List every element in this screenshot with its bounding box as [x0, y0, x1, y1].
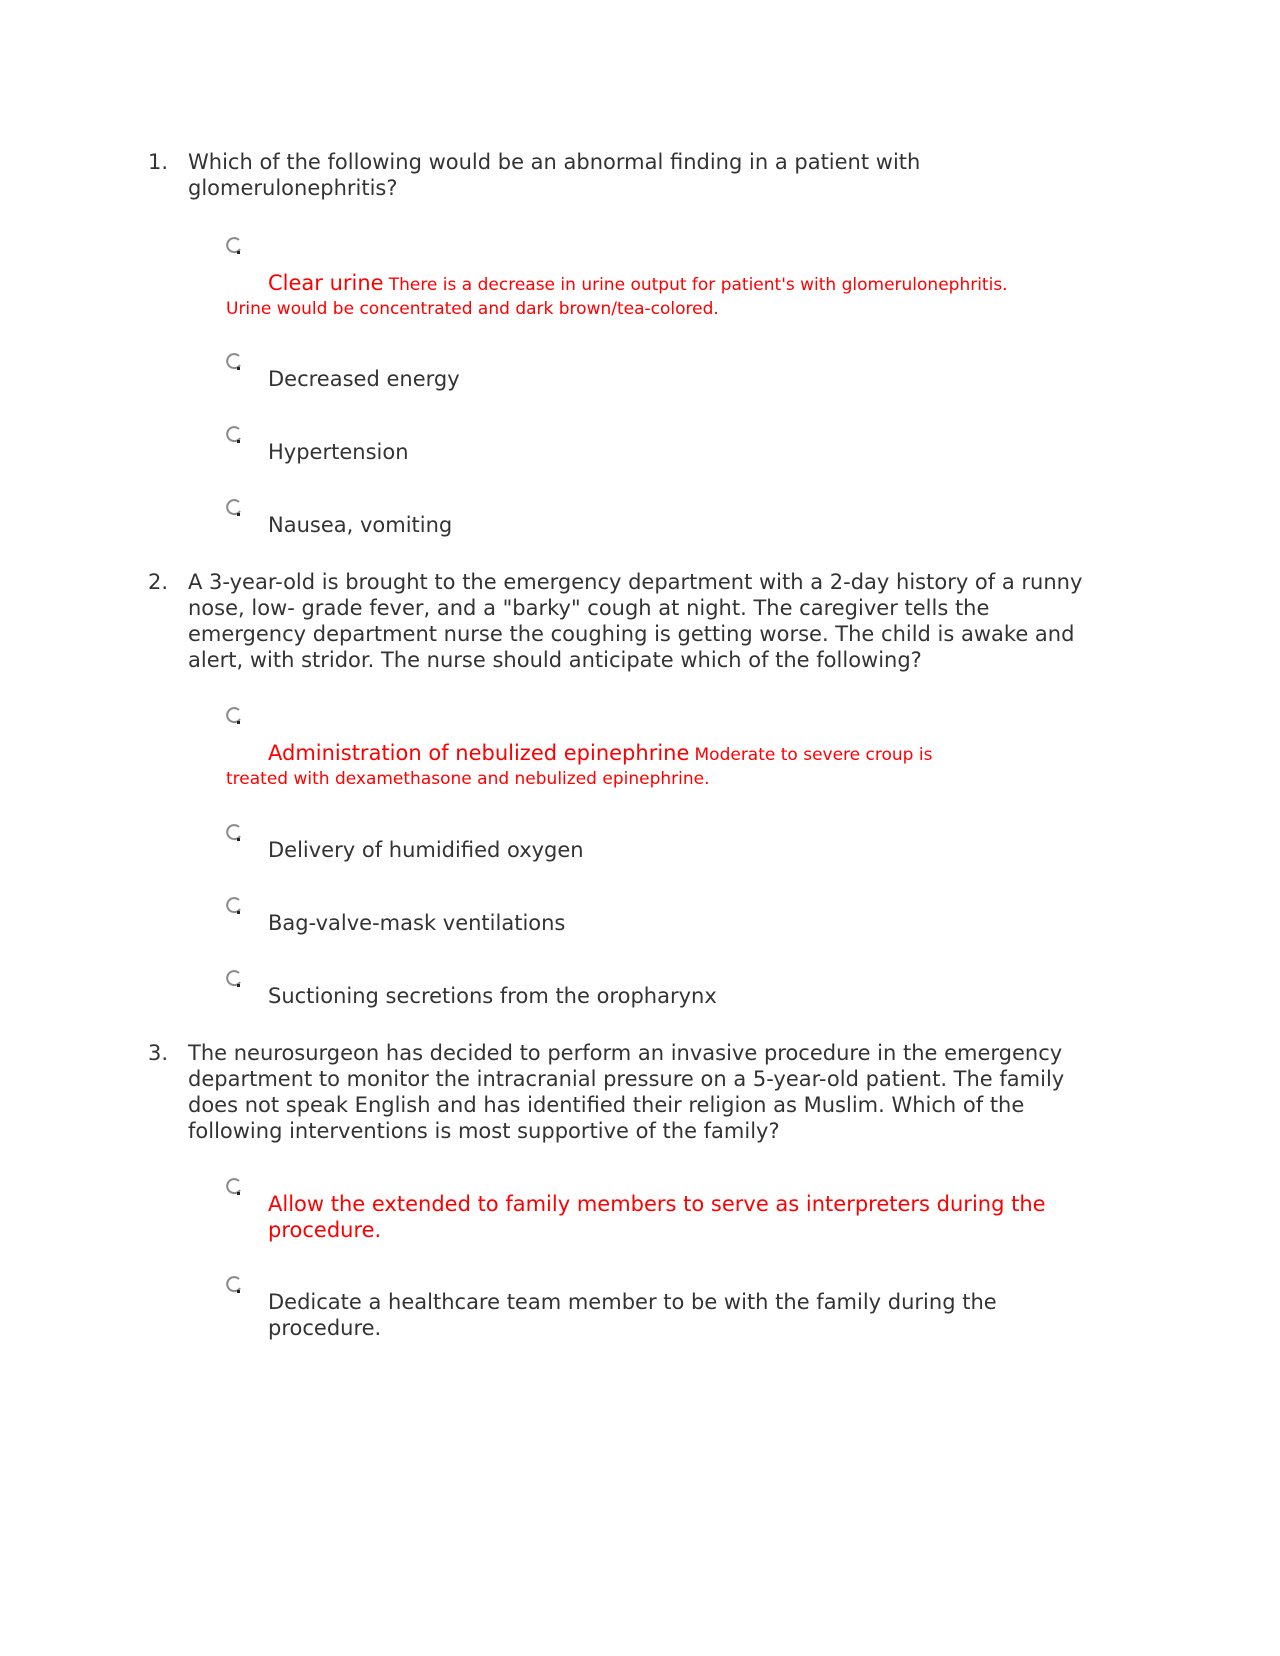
option-label[interactable]: Nausea, vomiting: [268, 513, 453, 537]
option-label[interactable]: Delivery of humidified oxygen: [268, 838, 584, 862]
answer-rationale: Moderate to severe croup is: [694, 745, 933, 765]
correct-answer-block: [226, 742, 1106, 791]
radio-button[interactable]: [226, 969, 244, 989]
question-number: 2.: [148, 570, 169, 594]
correct-answer-option[interactable]: Administration of nebulized epinephrine: [268, 741, 690, 765]
answer-rationale: There is a decrease in urine output for patient's with glomerulonephritis.: [388, 275, 1008, 295]
question-number: 3.: [148, 1041, 169, 1065]
radio-button[interactable]: [226, 236, 244, 256]
question-number: 1.: [148, 150, 169, 174]
radio-button[interactable]: [226, 706, 244, 726]
answer-rationale-continued: Urine would be concentrated and dark brown/tea-colored.: [226, 299, 719, 319]
answer-rationale-continued: treated with dexamethasone and nebulized epinephrine.: [226, 769, 710, 789]
radio-button[interactable]: [226, 352, 244, 372]
radio-button[interactable]: [226, 896, 244, 916]
option-label[interactable]: Bag-valve-mask ventilations: [268, 911, 566, 935]
radio-button[interactable]: [226, 1275, 244, 1295]
option-label[interactable]: Decreased energy: [268, 367, 460, 391]
option-label[interactable]: Suctioning secretions from the oropharynx: [268, 984, 717, 1008]
question-text: A 3-year-old is brought to the emergency department with a 2-day history of a runny nose, low- grade fever, and a "barky" cough at night. The caregiver tells the emergency department nurse the coughing is getting worse. The child is awake and alert, with stridor. The nurse should anticipate which of the following?: [188, 570, 1083, 672]
correct-answer-block: [226, 272, 1106, 321]
radio-button[interactable]: [226, 1177, 244, 1197]
radio-button[interactable]: [226, 823, 244, 843]
option-label[interactable]: Hypertension: [268, 440, 409, 464]
radio-button[interactable]: [226, 425, 244, 445]
correct-answer-option[interactable]: Clear urine: [268, 271, 384, 295]
question-text: The neurosurgeon has decided to perform an invasive procedure in the emergency department to monitor the intracranial pressure on a 5-year-old patient. The family does not speak English and has identified their religion as Muslim. Which of the following interventions is most supportive of the family?: [188, 1041, 1065, 1143]
question-text: Which of the following would be an abnormal finding in a patient with glomerulonephritis?: [188, 150, 921, 200]
radio-button[interactable]: [226, 498, 244, 518]
option-label[interactable]: Dedicate a healthcare team member to be with the family during the procedure.: [268, 1290, 997, 1340]
correct-answer-option[interactable]: Allow the extended to family members to serve as interpreters during the procedure.: [268, 1192, 1046, 1242]
